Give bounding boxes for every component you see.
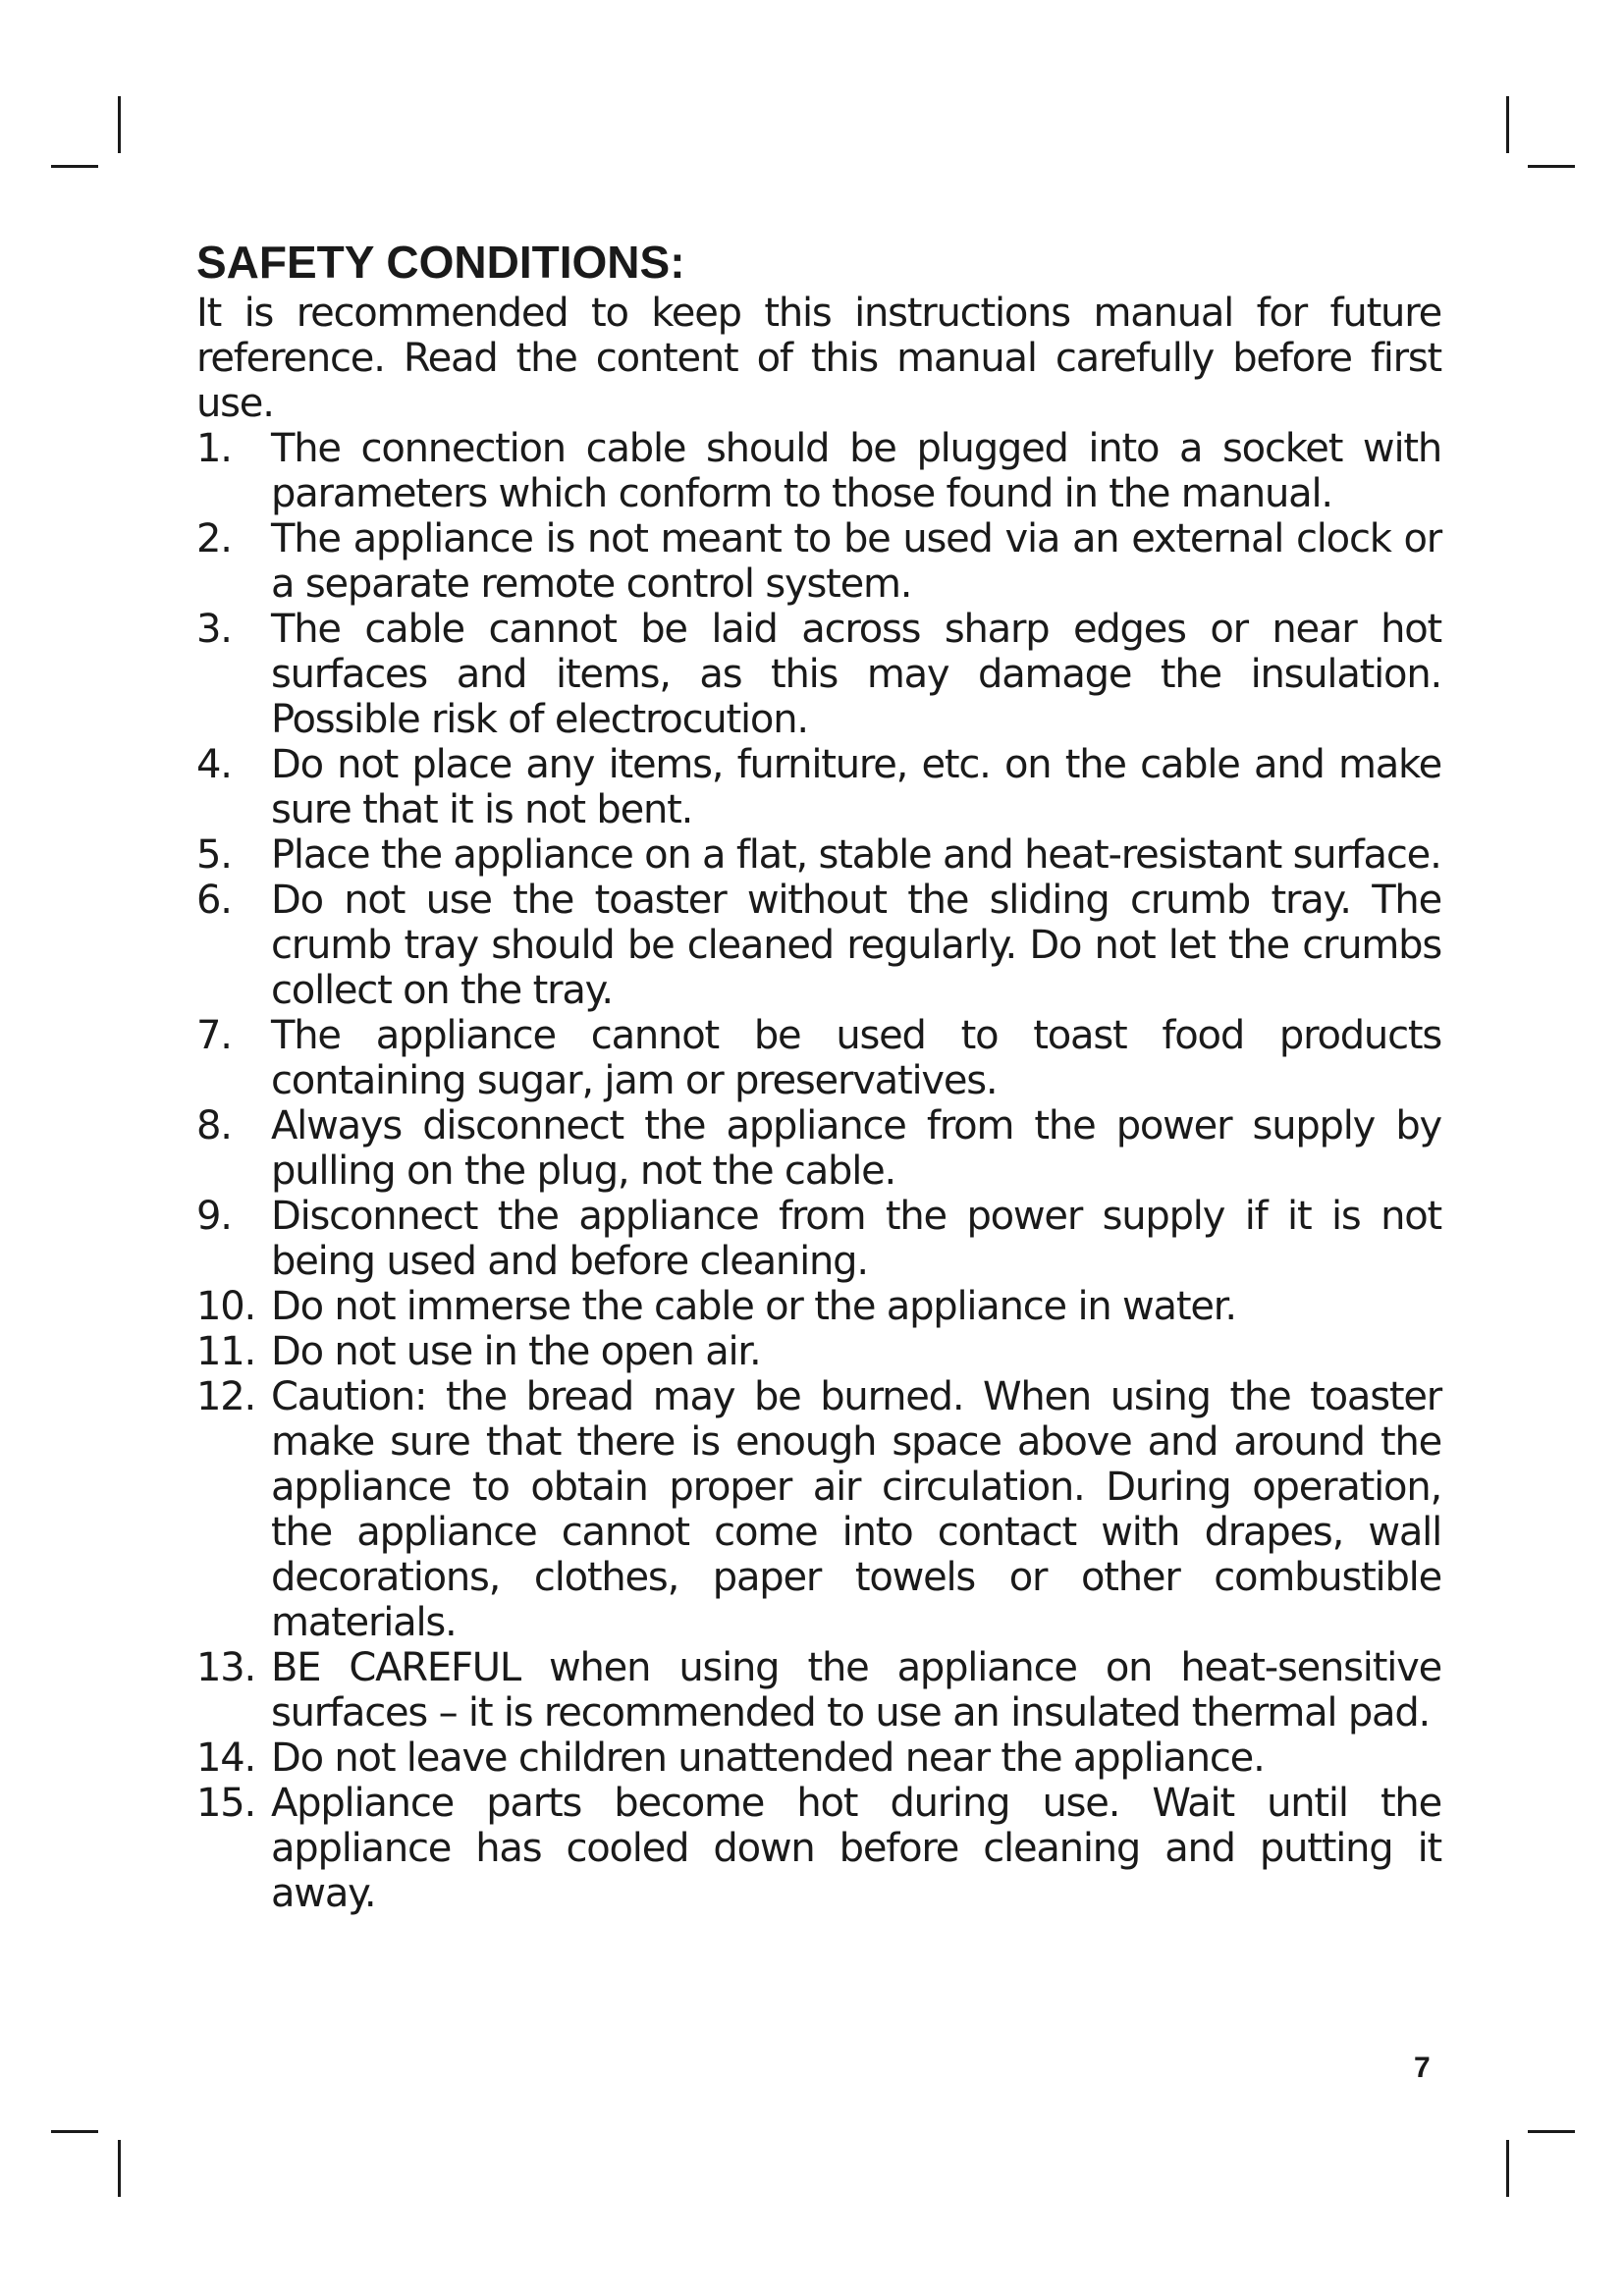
crop-mark-top-right-horizontal (1528, 165, 1575, 168)
list-item-text: Appliance parts become hot during use. Wait until the appliance has cooled down before cleaning and putting it away. (271, 1781, 1441, 1916)
crop-mark-bottom-left-vertical (118, 2140, 121, 2197)
list-item-number: 3. (196, 607, 232, 652)
list-item-text: The appliance is not meant to be used via an external clock or a separate remote control system. (271, 516, 1441, 607)
list-item-number: 7. (196, 1013, 232, 1058)
list-item-text: Caution: the bread may be burned. When using the toaster make sure that there is enough space above and around the appliance to obtain proper air circulation. During operation, the appliance cannot come into contact with drapes, wall decorations, clothes, paper towels or other combustible materials. (271, 1374, 1441, 1645)
list-item-text: Do not use the toaster without the sliding crumb tray. The crumb tray should be cleaned regularly. Do not let the crumbs collect on the tray. (271, 878, 1441, 1013)
list-item-text: The appliance cannot be used to toast food products containing sugar, jam or preservatives. (271, 1013, 1441, 1103)
manual-page-content (196, 236, 1441, 1916)
list-item (196, 1103, 1441, 1194)
safety-list (196, 426, 1441, 1916)
list-item-number: 1. (196, 426, 232, 471)
list-item-number: 6. (196, 878, 232, 923)
intro-paragraph: It is recommended to keep this instructions manual for future reference. Read the content of this manual carefully before first use. (196, 291, 1441, 426)
list-item-text: The connection cable should be plugged into a socket with parameters which conform to those found in the manual. (271, 426, 1441, 516)
list-item-text: The cable cannot be laid across sharp edges or near hot surfaces and items, as this may damage the insulation. Possible risk of electrocution. (271, 607, 1441, 742)
list-item-number: 12. (196, 1374, 256, 1419)
list-item-number: 8. (196, 1103, 232, 1148)
list-item-text: Do not use in the open air. (271, 1329, 761, 1374)
list-item (196, 878, 1441, 1013)
list-item (196, 742, 1441, 832)
list-item-number: 15. (196, 1781, 256, 1826)
crop-mark-top-left-vertical (118, 96, 121, 153)
list-item (196, 607, 1441, 742)
list-item (196, 1735, 1441, 1781)
list-item (196, 426, 1441, 516)
list-item-text: Do not place any items, furniture, etc. on the cable and make sure that it is not bent. (271, 742, 1441, 832)
list-item (196, 1374, 1441, 1645)
list-item (196, 1645, 1441, 1735)
list-item-number: 10. (196, 1284, 256, 1329)
list-item-text: Disconnect the appliance from the power supply if it is not being used and before cleaning. (271, 1194, 1441, 1284)
page-number: 7 (1414, 2052, 1431, 2084)
list-item-text: Always disconnect the appliance from the power supply by pulling on the plug, not the cable. (271, 1103, 1441, 1194)
crop-mark-bottom-left-horizontal (51, 2130, 98, 2133)
section-title: SAFETY CONDITIONS: (196, 237, 685, 288)
list-item-text: Place the appliance on a flat, stable and heat-resistant surface. (271, 832, 1441, 878)
list-item (196, 1781, 1441, 1916)
list-item (196, 1329, 1441, 1374)
list-item-number: 5. (196, 832, 232, 878)
list-item (196, 1284, 1441, 1329)
list-item-number: 11. (196, 1329, 256, 1374)
crop-mark-bottom-right-horizontal (1528, 2130, 1575, 2133)
list-item-number: 14. (196, 1735, 256, 1781)
crop-mark-top-right-vertical (1506, 96, 1509, 153)
list-item (196, 516, 1441, 607)
list-item (196, 1194, 1441, 1284)
list-item-text: BE CAREFUL when using the appliance on heat-sensitive surfaces – it is recommended to use an insulated thermal pad. (271, 1645, 1441, 1735)
crop-mark-bottom-right-vertical (1506, 2140, 1509, 2197)
list-item (196, 832, 1441, 878)
list-item-text: Do not immerse the cable or the appliance in water. (271, 1284, 1236, 1329)
list-item-number: 2. (196, 516, 232, 561)
list-item-number: 9. (196, 1194, 232, 1239)
list-item (196, 1013, 1441, 1103)
list-item-number: 13. (196, 1645, 256, 1690)
list-item-text: Do not leave children unattended near the appliance. (271, 1735, 1265, 1781)
crop-mark-top-left-horizontal (51, 165, 98, 168)
list-item-number: 4. (196, 742, 232, 787)
